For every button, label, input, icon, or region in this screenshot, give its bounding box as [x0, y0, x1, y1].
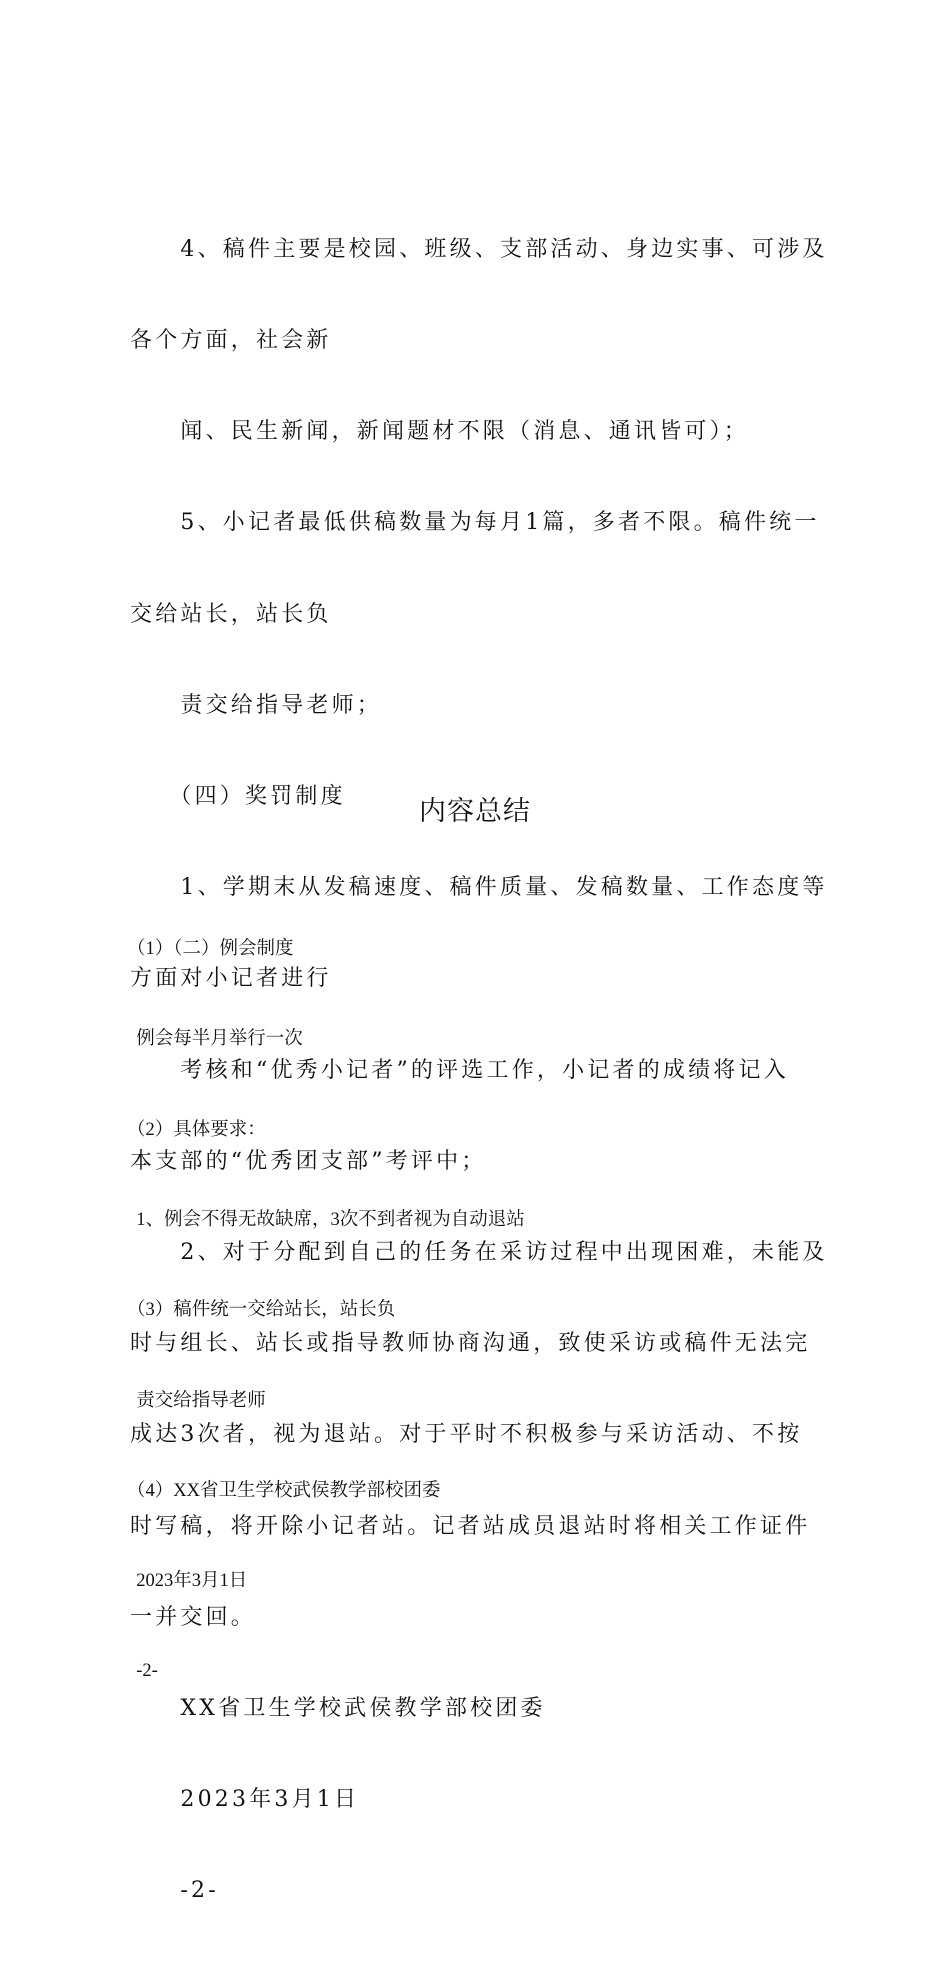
page-number: -2-	[130, 1878, 219, 1904]
body-line: 方面对小记者进行	[130, 966, 332, 992]
body-line: 本支部的“优秀团支部”考评中；	[130, 1148, 487, 1174]
signature-org: XX省卫生学校武侯教学部校团委	[130, 1696, 546, 1722]
body-line: 5、小记者最低供稿数量为每月1篇，多者不限。稿件统一	[130, 510, 820, 536]
body-line: 各个方面，社会新	[130, 328, 332, 354]
summary-list	[127, 874, 525, 1747]
body-line: 闻、民生新闻，新闻题材不限（消息、通讯皆可）；	[130, 419, 750, 445]
body-line: 2、对于分配到自己的任务在采访过程中出现困难，未能及	[130, 1240, 828, 1266]
body-line: 时写稿，将开除小记者站。记者站成员退站时将相关工作证件	[130, 1513, 811, 1539]
summary-line: 1、例会不得无故缺席，3次不到者视为自动退站	[127, 1210, 525, 1231]
summary-line: （1）（二）例会制度	[127, 939, 294, 960]
body-line: 4、稿件主要是校园、班级、支部活动、身边实事、可涉及	[130, 236, 828, 262]
body-line: 成达3次者，视为退站。对于平时不积极参与采访活动、不按	[130, 1422, 803, 1448]
summary-line: 2023年3月1日	[127, 1571, 248, 1592]
summary-line: 例会每半月举行一次	[127, 1029, 303, 1050]
summary-line: （3）稿件统一交给站长，站长负	[127, 1300, 396, 1321]
body-line: 交给站长，站长负	[130, 601, 332, 627]
body-line: 时与组长、站长或指导教师协商沟通，致使采访或稿件无法完	[130, 1331, 811, 1357]
body-line: 1、学期末从发稿速度、稿件质量、发稿数量、工作态度等	[130, 875, 828, 901]
body-line: 责交给指导老师；	[130, 692, 383, 718]
signature-date: 2023年3月1日	[130, 1787, 360, 1813]
summary-title: 内容总结	[419, 796, 531, 827]
body-line: 考核和“优秀小记者”的评选工作，小记者的成绩将记入	[130, 1057, 789, 1083]
body-line: 一并交回。	[130, 1604, 257, 1630]
summary-line: -2-	[127, 1661, 158, 1682]
summary-line: （4）XX省卫生学校武侯教学部校团委	[127, 1480, 441, 1501]
body-line: （四）奖罚制度	[130, 784, 346, 810]
summary-line: 责交给指导老师	[127, 1390, 266, 1411]
summary-line: （2）具体要求：	[127, 1119, 266, 1140]
